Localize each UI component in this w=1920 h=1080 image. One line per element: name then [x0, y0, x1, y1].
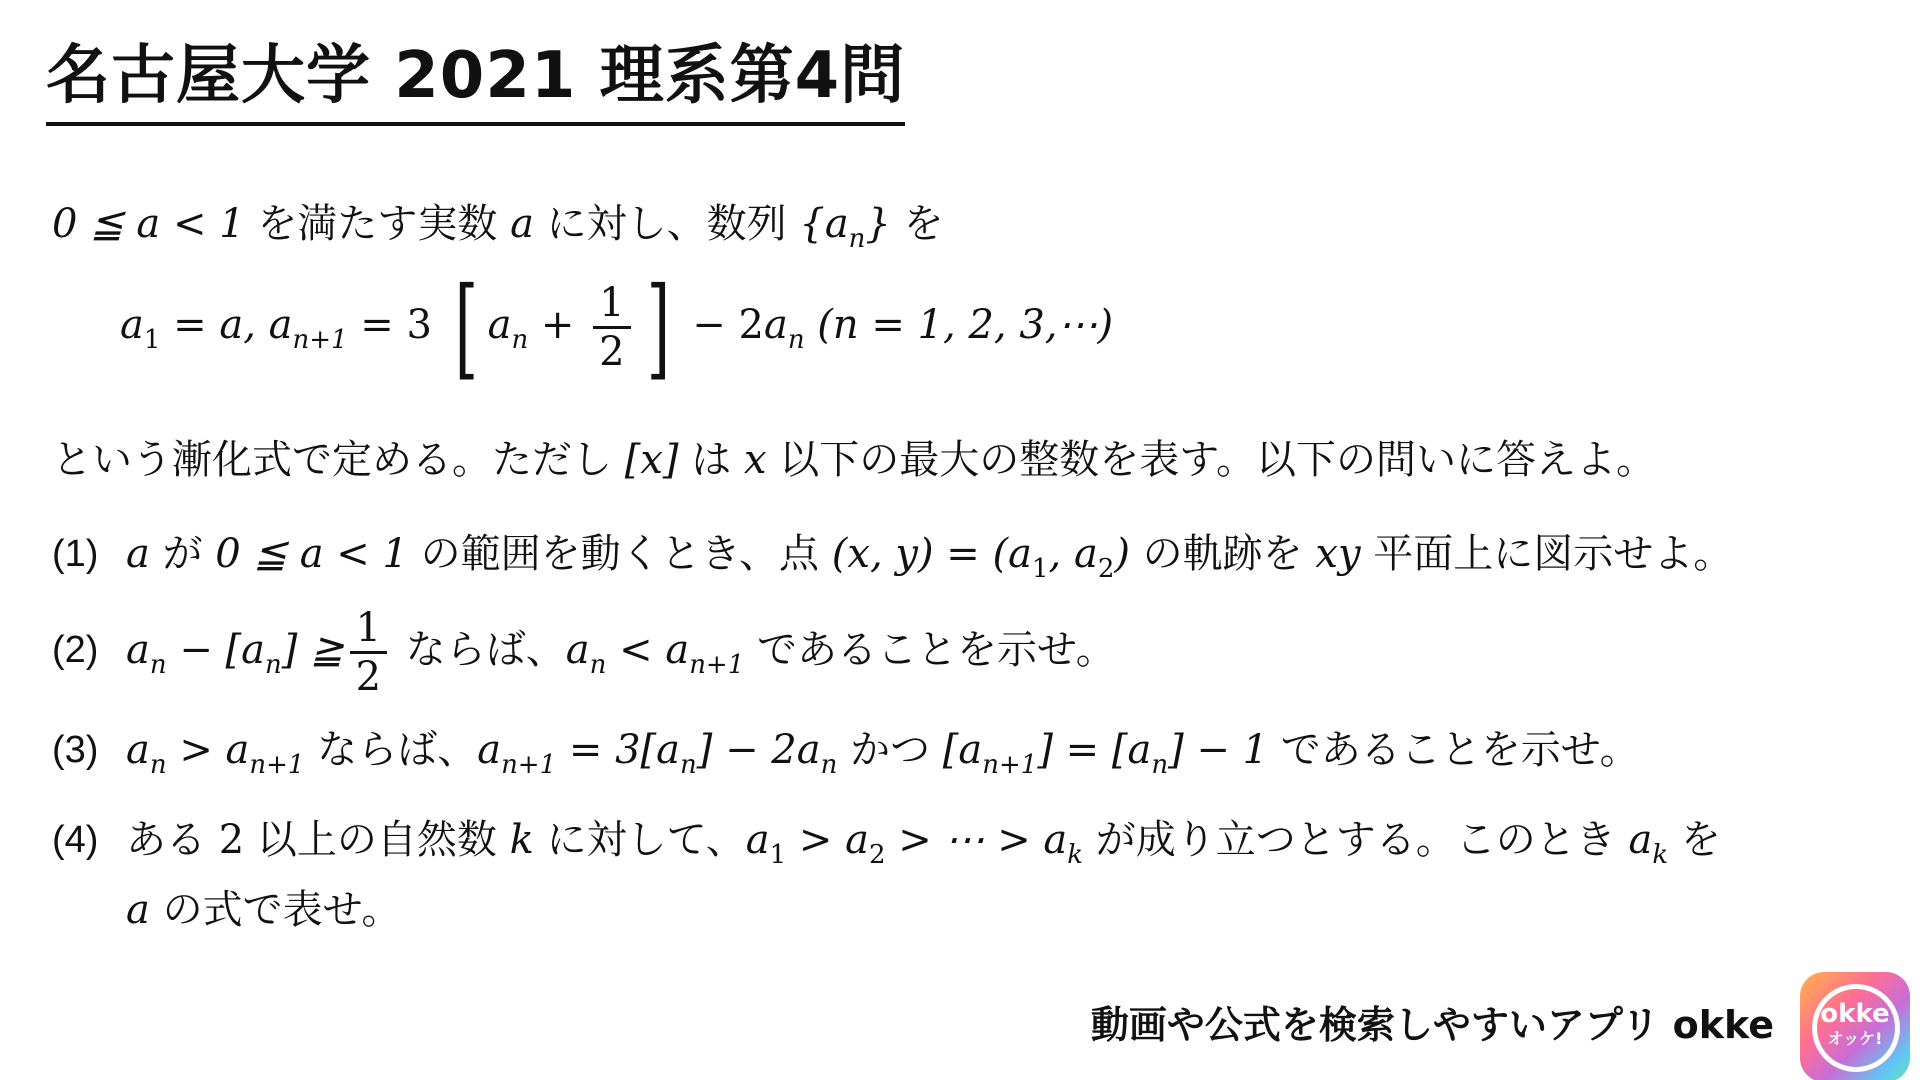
- q2-frac-num: 1: [350, 605, 387, 654]
- right-bracket: ]: [646, 263, 670, 391]
- q4-c1-sub: 1: [769, 840, 787, 870]
- rec-eq1: = a,: [160, 302, 269, 348]
- question-4-label: (4): [52, 819, 99, 861]
- def-text-1: という漸化式で定める。ただし: [52, 437, 625, 483]
- intro-text-1: を満たす実数: [244, 201, 511, 247]
- q3-a1: a: [126, 727, 150, 773]
- logo-subtext: オッケ!: [1827, 1029, 1883, 1048]
- q3-e3: ] − 2a: [696, 727, 821, 773]
- q2-text-2: であることを示せ。: [744, 627, 1116, 673]
- question-2-label: (2): [52, 629, 99, 671]
- sequence-sub: n: [848, 224, 866, 254]
- q2-fraction: [350, 605, 387, 700]
- def-text-3: 以下の最大の整数を表す。以下の問いに答えよ。: [766, 437, 1657, 483]
- question-3: [126, 722, 1640, 778]
- rec-an1: a: [268, 302, 293, 348]
- rec-tail-a: a: [763, 302, 788, 348]
- frac-num: 1: [593, 280, 630, 329]
- q4-text-2: 以上の自然数: [244, 817, 510, 863]
- fraction-half: [593, 280, 630, 375]
- q3-text-2: かつ: [837, 727, 943, 773]
- q3-e2-sub: n: [680, 750, 697, 780]
- q2-lt: < a: [606, 627, 690, 673]
- q3-e1-sub: n+1: [501, 750, 557, 780]
- q4-ak-sub: k: [1652, 840, 1669, 870]
- q2-an-sub: n: [149, 650, 167, 680]
- q3-f3: ] − 1: [1168, 727, 1269, 773]
- sequence-close: }: [865, 201, 891, 247]
- rec-plus: +: [528, 302, 588, 348]
- rec-eq2: = 3: [347, 302, 445, 348]
- rec-a1-sub: 1: [143, 325, 161, 355]
- rec-minus: − 2: [679, 302, 764, 348]
- rec-a1: a: [120, 302, 144, 348]
- q1-comma: , a: [1048, 531, 1098, 577]
- q2-lhs-sub: n: [589, 650, 607, 680]
- def-floor-x: [x]: [624, 437, 679, 483]
- sequence-open: {a: [799, 201, 849, 247]
- rec-tail-sub: n: [787, 325, 805, 355]
- q4-two: 2: [218, 817, 245, 863]
- q4-c3: > ⋯ > a: [885, 817, 1068, 863]
- q3-f2-sub: n: [1151, 750, 1169, 780]
- q1-a: a: [126, 531, 150, 577]
- q4-line2-a: a: [126, 887, 150, 933]
- q1-xy: xy: [1315, 531, 1361, 577]
- recurrence-formula: [120, 263, 1114, 391]
- q4-c1: a: [745, 817, 770, 863]
- question-4-line-2: [126, 882, 401, 938]
- q4-c2-sub: 2: [868, 840, 886, 870]
- q3-e1: a: [477, 727, 502, 773]
- logo-text: okke: [1820, 999, 1890, 1029]
- intro-var-a: a: [510, 201, 534, 247]
- q4-k: k: [509, 817, 534, 863]
- q3-gt: > a: [166, 727, 250, 773]
- q3-gt-sub: n+1: [249, 750, 305, 780]
- q2-mid: − [a: [166, 627, 266, 673]
- q1-point: (x, y) = (a: [831, 531, 1032, 577]
- intro-line: [52, 196, 944, 252]
- q1-text-3: の軌跡を: [1129, 531, 1316, 577]
- definition-line: [52, 432, 1656, 488]
- intro-text-3: を: [890, 201, 944, 247]
- rec-inner-a: a: [487, 302, 512, 348]
- q3-e3-sub: n: [820, 750, 838, 780]
- okke-logo[interactable]: [1800, 972, 1910, 1080]
- rec-inner-sub: n: [511, 325, 529, 355]
- rec-range: (n = 1, 2, 3,⋯): [804, 302, 1114, 348]
- frac-den: 2: [599, 328, 625, 375]
- q3-text-3: であることを示せ。: [1268, 727, 1640, 773]
- question-4: [126, 812, 1721, 868]
- question-1: [126, 526, 1733, 582]
- q1-sub1: 1: [1031, 554, 1049, 584]
- q2-an: a: [126, 627, 150, 673]
- q3-f1-sub: n+1: [982, 750, 1038, 780]
- q4-text-4: が成り立つとする。このとき: [1083, 817, 1629, 863]
- q3-e2: = 3[a: [556, 727, 680, 773]
- q4-ak: a: [1628, 817, 1653, 863]
- question-3-label: (3): [52, 729, 99, 771]
- page-title: 名古屋大学 2021 理系第4問: [46, 34, 905, 126]
- q4-line2-text: の式で表せ。: [149, 887, 402, 933]
- left-bracket: [: [454, 263, 478, 391]
- q4-text-3: に対して、: [533, 817, 746, 863]
- q4-text-1: ある: [126, 817, 219, 863]
- q1-cond: 0 ≦ a < 1: [215, 531, 408, 577]
- q4-c2: > a: [786, 817, 869, 863]
- q1-text-1: が: [149, 531, 216, 577]
- q1-text-2: の範囲を動くとき、点: [407, 531, 832, 577]
- q2-frac-den: 2: [355, 653, 382, 700]
- q2-text-1: ならば、: [393, 627, 566, 673]
- q1-sub2: 2: [1097, 554, 1115, 584]
- q1-text-4: 平面上に図示せよ。: [1360, 531, 1734, 577]
- question-2: [126, 590, 1116, 710]
- q4-c3-sub: k: [1067, 840, 1084, 870]
- q4-text-5: を: [1668, 817, 1721, 863]
- intro-text-2: に対し、数列: [533, 201, 800, 247]
- def-x: x: [743, 437, 767, 483]
- q2-rhs-sub: n+1: [689, 650, 745, 680]
- q3-f2: ] = [a: [1037, 727, 1152, 773]
- q3-f1: [a: [942, 727, 983, 773]
- q1-close: ): [1114, 531, 1130, 577]
- condition-math: 0 ≦ a < 1: [52, 201, 245, 247]
- footer-promo: 動画や公式を検索しやすいアプリ okke: [1090, 1003, 1774, 1047]
- rec-an1-sub: n+1: [292, 325, 348, 355]
- q2-mid-sub: n: [265, 650, 282, 680]
- q3-a1-sub: n: [149, 750, 167, 780]
- q2-mid2: ] ≧: [281, 627, 344, 673]
- q3-text-1: ならば、: [304, 727, 478, 773]
- def-text-2: は: [678, 437, 744, 483]
- question-1-label: (1): [52, 533, 99, 575]
- q2-lhs: a: [565, 627, 590, 673]
